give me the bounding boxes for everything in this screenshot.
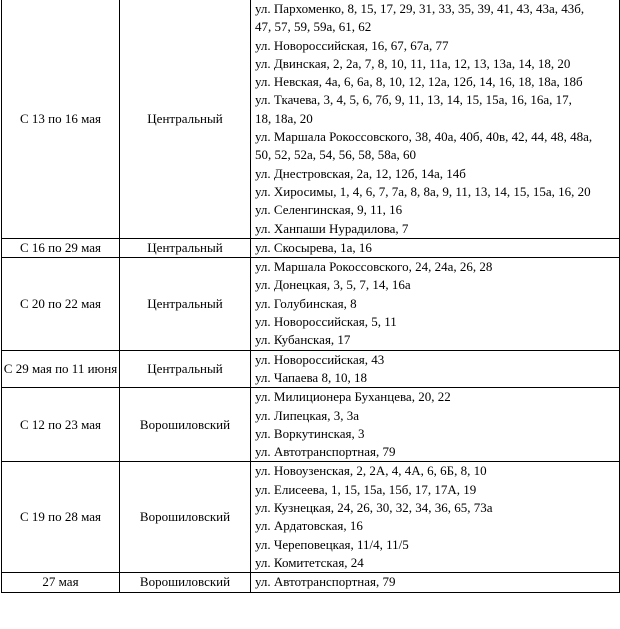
date-cell	[2, 0, 120, 238]
district-cell	[120, 258, 251, 350]
district-name: Ворошиловский	[139, 574, 231, 590]
streets-cell	[251, 462, 620, 573]
street-address-line: ул. Чапаева 8, 10, 18	[255, 369, 367, 385]
district-cell	[120, 238, 251, 257]
date-cell	[2, 238, 120, 257]
date-range-text: С 29 мая по 11 июня	[3, 360, 118, 376]
date-cell	[2, 350, 120, 388]
street-address-line: ул. Новоузенская, 2, 2А, 4, 4А, 6, 6Б, 8, 10	[255, 463, 487, 479]
streets-cell	[251, 573, 620, 592]
district-name: Центральный	[147, 295, 223, 311]
district-name: Центральный	[147, 110, 223, 126]
date-range-text: С 20 по 22 мая	[19, 295, 101, 311]
street-address-line: 47, 57, 59, 59а, 61, 62	[255, 19, 372, 35]
district-name: Центральный	[147, 360, 223, 376]
street-address-line: ул. Елисеева, 1, 15, 15а, 15б, 17, 17А, 19	[255, 481, 477, 497]
street-address-line: ул. Голубинская, 8	[255, 295, 357, 311]
street-address-line: ул. Кубанская, 17	[255, 332, 351, 348]
district-cell	[120, 573, 251, 592]
street-address-line: ул. Автотранспортная, 79	[255, 574, 396, 590]
street-address-line: ул. Ардатовская, 16	[255, 518, 363, 534]
street-address-line: ул. Автотранспортная, 79	[255, 444, 396, 460]
district-name: Ворошиловский	[139, 416, 231, 432]
date-cell	[2, 258, 120, 350]
streets-cell	[251, 258, 620, 350]
district-cell	[120, 388, 251, 462]
streets-cell	[251, 238, 620, 257]
street-address-line: ул. Комитетская, 24	[255, 554, 364, 570]
street-address-line: ул. Хиросимы, 1, 4, 6, 7, 7а, 8, 8а, 9, 11, 13, 14, 15, 15а, 16, 20	[255, 183, 591, 199]
date-range-text: С 13 по 16 мая	[19, 110, 101, 126]
street-address-line: ул. Невская, 4а, 6, 6а, 8, 10, 12, 12а, 12б, 14, 16, 18, 18а, 18б	[255, 74, 583, 90]
street-address-line: ул. Новороссийская, 16, 67, 67а, 77	[255, 37, 449, 53]
district-cell	[120, 350, 251, 388]
streets-cell	[251, 0, 620, 238]
date-cell	[2, 573, 120, 592]
district-cell	[120, 0, 251, 238]
street-address-line: ул. Череповецкая, 11/4, 11/5	[255, 536, 409, 552]
street-address-line: ул. Днестровская, 2а, 12, 12б, 14а, 14б	[255, 165, 466, 181]
street-address-line: 50, 52, 52а, 54, 56, 58, 58а, 60	[255, 147, 417, 163]
date-range-text: 27 мая	[42, 574, 79, 590]
date-range-text: С 16 по 29 мая	[19, 239, 101, 255]
schedule-row	[2, 258, 620, 350]
street-address-line: ул. Новороссийская, 43	[255, 351, 385, 367]
street-address-line: ул. Селенгинская, 9, 11, 16	[255, 202, 403, 218]
street-address-line: ул. Ханпаши Нурадилова, 7	[255, 220, 409, 236]
street-address-line: ул. Двинская, 2, 2а, 7, 8, 10, 11, 11а, 12, 13, 13а, 14, 18, 20	[255, 55, 571, 71]
street-address-line: ул. Донецкая, 3, 5, 7, 14, 16а	[255, 277, 411, 293]
street-address-line: ул. Ткачева, 3, 4, 5, 6, 7б, 9, 11, 13, 14, 15, 15а, 16, 16а, 17,	[255, 92, 572, 108]
schedule-body	[2, 0, 620, 592]
schedule-row	[2, 462, 620, 573]
schedule-row	[2, 388, 620, 462]
street-address-line: ул. Милиционера Буханцева, 20, 22	[255, 389, 451, 405]
street-address-line: ул. Липецкая, 3, 3а	[255, 407, 360, 423]
street-address-line: ул. Воркутинская, 3	[255, 425, 365, 441]
date-cell	[2, 388, 120, 462]
streets-cell	[251, 350, 620, 388]
schedule-row	[2, 238, 620, 257]
street-address-line: 18, 18а, 20	[255, 110, 313, 126]
schedule-row	[2, 0, 620, 238]
street-address-line: ул. Маршала Рокоссовского, 24, 24а, 26, 28	[255, 259, 493, 275]
schedule-row	[2, 350, 620, 388]
district-name: Ворошиловский	[139, 509, 231, 525]
district-cell	[120, 462, 251, 573]
date-range-text: С 12 по 23 мая	[19, 416, 101, 432]
date-range-text: С 19 по 28 мая	[19, 509, 101, 525]
street-address-line: ул. Новороссийская, 5, 11	[255, 314, 397, 330]
schedule-row	[2, 573, 620, 592]
street-address-line: ул. Маршала Рокоссовского, 38, 40а, 40б, 40в, 42, 44, 48, 48а,	[255, 129, 593, 145]
street-address-line: ул. Пархоменко, 8, 15, 17, 29, 31, 33, 35, 39, 41, 43, 43а, 43б,	[255, 1, 585, 16]
schedule-table	[1, 0, 620, 593]
date-cell	[2, 462, 120, 573]
streets-cell	[251, 388, 620, 462]
street-address-line: ул. Скосырева, 1а, 16	[255, 239, 372, 255]
district-name: Центральный	[147, 239, 223, 255]
street-address-line: ул. Кузнецкая, 24, 26, 30, 32, 34, 36, 65, 73а	[255, 500, 493, 516]
